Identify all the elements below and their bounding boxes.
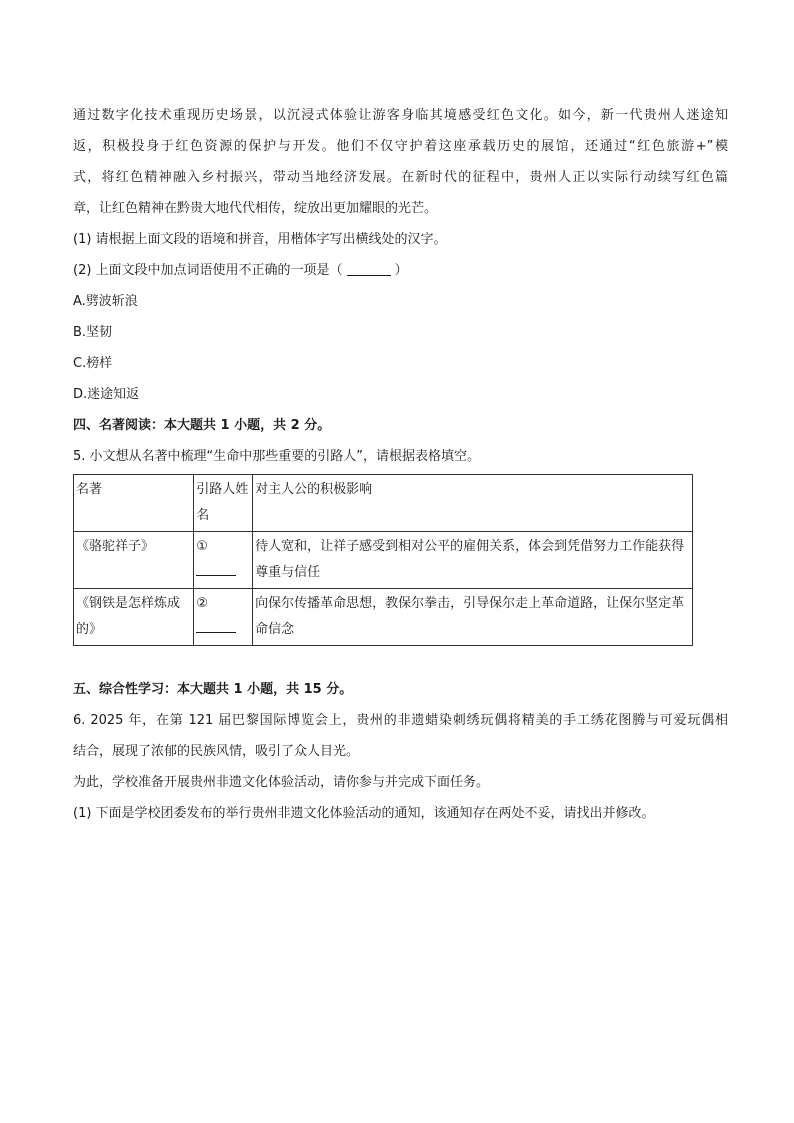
answer-blank[interactable] (347, 261, 391, 276)
q6-task-intro: 为此，学校准备开展贵州非遗文化体验活动，请你参与并完成下面任务。 (73, 775, 490, 790)
cell-book: 《钢铁是怎样炼成的》 (74, 589, 194, 646)
passage-line: 返，积极投身于红色资源的保护与开发。他们不仅守护着这座承载历史的展馆，还通过“红色旅游+”模 (73, 139, 728, 154)
answer-blank[interactable] (196, 618, 236, 633)
guide-table (73, 474, 693, 646)
cell-effect: 向保尔传播革命思想，教保尔拳击，引导保尔走上革命道路，让保尔坚定革命信念 (253, 589, 693, 646)
table-row (74, 532, 693, 589)
section-heading-5: 五、综合性学习：本大题共 1 小题，共 15 分。 (73, 682, 353, 697)
passage-line: 通过数字化技术重现历史场景，以沉浸式体验让游客身临其境感受红色文化。如今，新一代贵州人迷途知 (73, 108, 728, 123)
q6-sub1: (1) 下面是学校团委发布的举行贵州非遗文化体验活动的通知，该通知存在两处不妥，请找出并修改。 (73, 806, 655, 821)
option-c: C.榜样 (73, 356, 113, 371)
header-guide: 引路人姓名 (194, 475, 253, 532)
cell-book: 《骆驼祥子》 (74, 532, 194, 589)
option-b: B.坚韧 (73, 325, 113, 340)
cell-guide (194, 589, 253, 646)
passage-line: 章，让红色精神在黔贵大地代代相传，绽放出更加耀眼的光芒。 (73, 201, 438, 216)
table-row (74, 589, 693, 646)
page-content (73, 100, 728, 829)
q4-sub1: (1) 请根据上面文段的语境和拼音，用楷体字写出横线处的汉字。 (73, 232, 447, 247)
header-effect: 对主人公的积极影响 (253, 475, 693, 532)
cell-effect: 待人宽和，让祥子感受到相对公平的雇佣关系，体会到凭借努力工作能获得尊重与信任 (253, 532, 693, 589)
q4-sub2-text: (2) 上面文段中加点词语使用不正确的一项是（ (73, 263, 343, 278)
cell-marker: ② (196, 596, 208, 611)
spacer (73, 646, 728, 674)
q4-sub2 (73, 255, 728, 286)
option-a: A.劈波斩浪 (73, 294, 138, 309)
q5-question: 5. 小文想从名著中梳理“生命中那些重要的引路人”，请根据表格填空。 (73, 449, 481, 464)
option-d: D.迷途知返 (73, 387, 140, 402)
section-heading-4: 四、名著阅读：本大题共 1 小题，共 2 分。 (73, 418, 331, 433)
passage-line: 式，将红色精神融入乡村振兴，带动当地经济发展。在新时代的征程中，贵州人正以实际行动续写红色篇 (73, 170, 728, 185)
q6-line: 结合，展现了浓郁的民族风情，吸引了众人目光。 (73, 744, 360, 759)
header-book: 名著 (74, 475, 194, 532)
cell-marker: ① (196, 539, 208, 554)
passage (73, 100, 728, 224)
table-header-row (74, 475, 693, 532)
q6-line: 6. 2025 年，在第 121 届巴黎国际博览会上，贵州的非遗蜡染刺绣玩偶将精美的手工绣花图腾与可爱玩偶相 (73, 713, 728, 728)
cell-guide (194, 532, 253, 589)
q4-sub2-close: ） (394, 263, 408, 278)
answer-blank[interactable] (196, 561, 236, 576)
